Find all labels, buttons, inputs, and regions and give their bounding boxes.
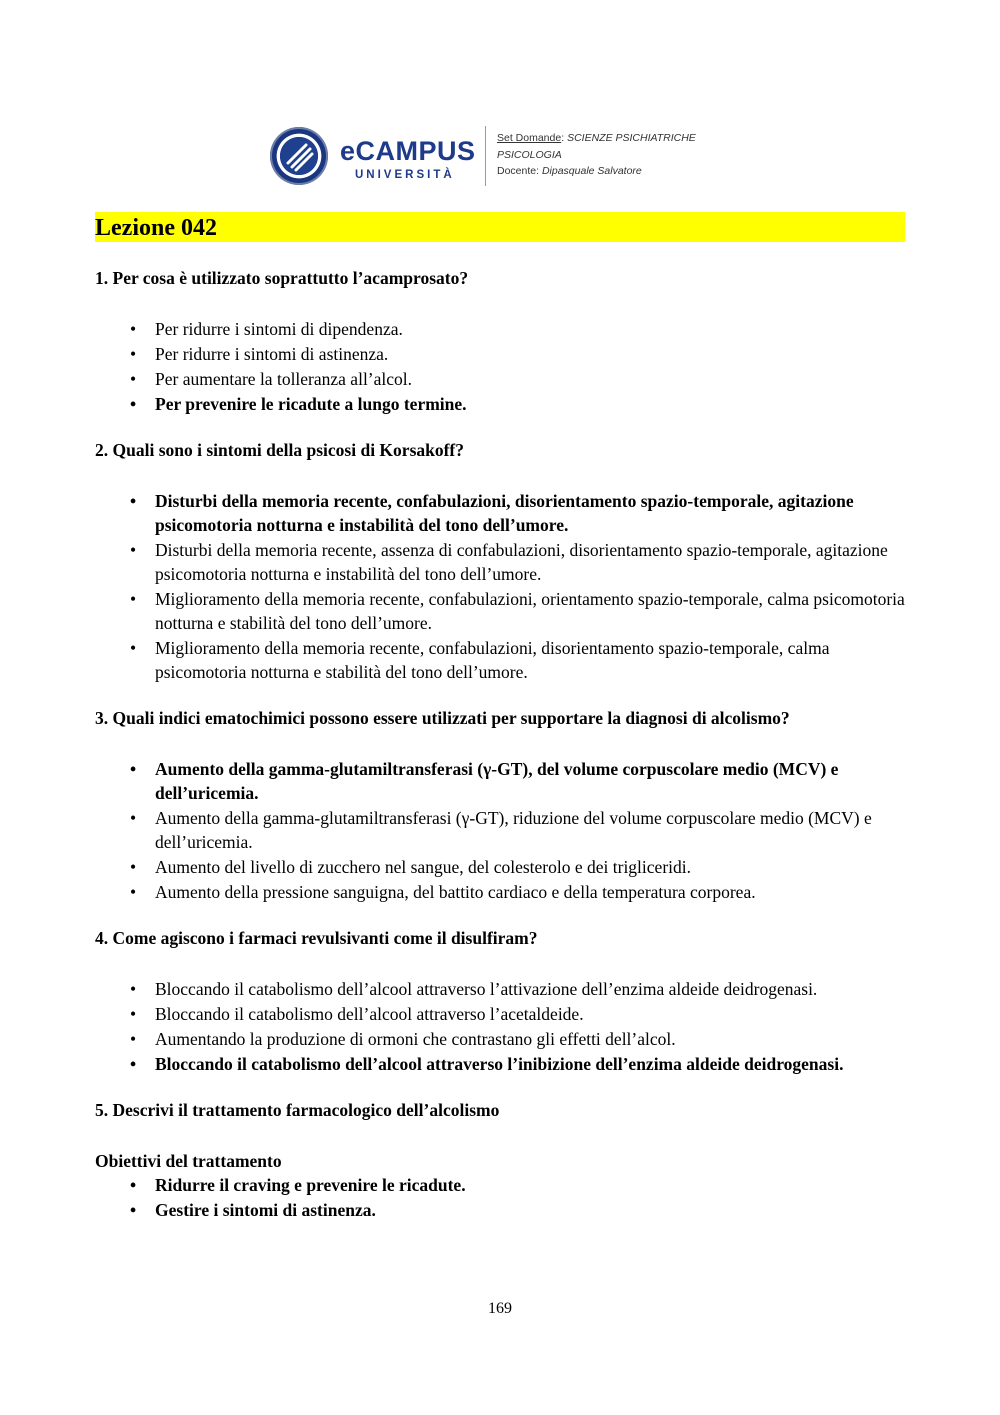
answer-option: • Aumentando la produzione di ormoni che contrastano gli effetti dell’alcol. xyxy=(155,1027,910,1051)
answer-option-correct: • Bloccando il catabolismo dell’alcool attraverso l’inibizione dell’enzima aldeide deidrogenasi. xyxy=(155,1052,910,1076)
lesson-title: Lezione 042 xyxy=(95,215,217,241)
answer-option: • Bloccando il catabolismo dell’alcool attraverso l’acetaldeide. xyxy=(155,1002,910,1026)
brand-subtitle: UNIVERSITÀ xyxy=(355,169,455,181)
answer-option: • Per ridurre i sintomi di astinenza. xyxy=(155,342,910,366)
answer-list-2 xyxy=(95,489,910,684)
answer-option: • Per aumentare la tolleranza all’alcol. xyxy=(155,367,910,391)
treatment-subheading: Obiettivi del trattamento xyxy=(95,1151,282,1171)
set-label: Set Domande xyxy=(497,132,562,144)
docente-label: Docente xyxy=(497,165,537,177)
treatment-goals-list xyxy=(95,1173,910,1222)
answer-option-correct: • Per prevenire le ricadute a lungo termine. xyxy=(155,392,910,416)
brand xyxy=(340,138,476,181)
document-header xyxy=(268,124,728,190)
answer-list-3 xyxy=(95,757,910,904)
header-meta xyxy=(497,130,696,180)
answer-option: • Aumento della pressione sanguigna, del battito cardiaco e della temperatura corporea. xyxy=(155,880,910,904)
questions-content xyxy=(95,266,910,1223)
answer-list-1 xyxy=(95,317,910,416)
answer-option: • Miglioramento della memoria recente, confabulazioni, disorientamento spazio-temporale, calma psicomotoria notturna e stabilità del tono dell’umore. xyxy=(155,636,910,684)
question-5: 5. Descrivi il trattamento farmacologico dell’alcolismo xyxy=(95,1100,500,1120)
set-line: Set Domande: SCIENZE PSICHIATRICHE xyxy=(497,132,696,144)
answer-option: • Bloccando il catabolismo dell’alcool attraverso l’attivazione dell’enzima aldeide deidrogenasi. xyxy=(155,977,910,1001)
treatment-goal: • Ridurre il craving e prevenire le ricadute. xyxy=(155,1173,910,1197)
docente-value: Dipasquale Salvatore xyxy=(541,165,642,177)
question-3: 3. Quali indici ematochimici possono essere utilizzati per supportare la diagnosi di alcolismo? xyxy=(95,708,790,728)
lesson-title-bar xyxy=(95,212,905,242)
page-number: 169 xyxy=(488,1300,512,1317)
answer-option: • Aumento del livello di zucchero nel sangue, del colesterolo e dei trigliceridi. xyxy=(155,855,910,879)
answer-option-correct: • Aumento della gamma-glutamiltransferasi (γ-GT), del volume corpuscolare medio (MCV) e dell’uricemia. xyxy=(155,757,910,805)
question-1: 1. Per cosa è utilizzato soprattutto l’acamprosato? xyxy=(95,268,469,288)
answer-option-correct: • Disturbi della memoria recente, confabulazioni, disorientamento spazio-temporale, agitazione psicomotoria notturna e instabilità del tono dell’umore. xyxy=(155,489,910,537)
question-4: 4. Come agiscono i farmaci revulsivanti come il disulfiram? xyxy=(95,928,538,948)
set-value-line2: PSICOLOGIA xyxy=(497,148,562,161)
set-value: SCIENZE PSICHIATRICHE xyxy=(567,132,696,144)
header-divider xyxy=(485,126,486,186)
ecampus-logo-icon xyxy=(270,127,328,185)
answer-option: • Per ridurre i sintomi di dipendenza. xyxy=(155,317,910,341)
answer-option: • Disturbi della memoria recente, assenza di confabulazioni, disorientamento spazio-temporale, agitazione psicomotoria notturna e instabilità del tono dell’umore. xyxy=(155,538,910,586)
answer-option: • Aumento della gamma-glutamiltransferasi (γ-GT), riduzione del volume corpuscolare medio (MCV) e dell’uricemia. xyxy=(155,806,910,854)
docente-line: Docente: Dipasquale Salvatore xyxy=(497,165,642,177)
answer-option: • Miglioramento della memoria recente, confabulazioni, orientamento spazio-temporale, calma psicomotoria notturna e stabilità del tono dell’umore. xyxy=(155,587,910,635)
answer-list-4 xyxy=(95,977,910,1076)
brand-name: eCAMPUS xyxy=(340,136,476,166)
treatment-goal: • Gestire i sintomi di astinenza. xyxy=(155,1198,910,1222)
question-2: 2. Quali sono i sintomi della psicosi di Korsakoff? xyxy=(95,440,465,460)
